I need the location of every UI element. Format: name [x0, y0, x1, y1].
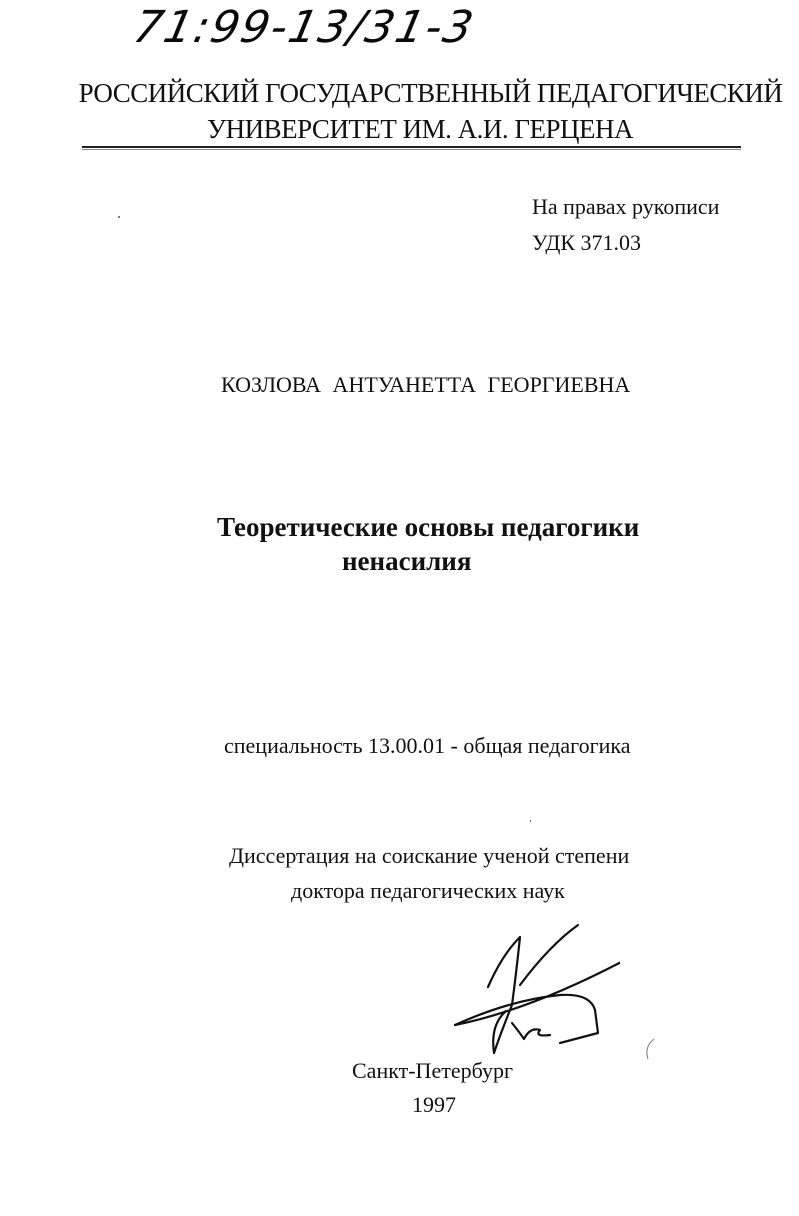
- header-divider-shadow: [82, 149, 741, 150]
- institution-line-2: УНИВЕРСИТЕТ ИМ. А.И. ГЕРЦЕНА: [206, 114, 634, 144]
- author-name: КОЗЛОВА АНТУАНЕТТА ГЕОРГИЕВНА: [221, 372, 631, 397]
- scan-speck: [530, 820, 531, 822]
- scan-speck: [118, 216, 120, 218]
- specialty: специальность 13.00.01 - общая педагогика: [224, 733, 631, 758]
- pencil-mark-icon: [640, 1035, 660, 1065]
- year: 1997: [412, 1092, 456, 1117]
- title-line-1: Теоретические основы педагогики: [217, 512, 640, 542]
- signature-icon: [450, 915, 620, 1055]
- handwritten-catalog-number: 71:99-13/31-3: [129, 2, 480, 53]
- title-line-2: ненасилия: [342, 546, 472, 576]
- institution-line-1: РОССИЙСКИЙ ГОСУДАРСТВЕННЫЙ ПЕДАГОГИЧЕСКИЙ: [78, 78, 783, 108]
- dissertation-line-1: Диссертация на соискание ученой степени: [229, 843, 630, 868]
- udk-code: УДК 371.03: [532, 230, 642, 255]
- dissertation-line-2: доктора педагогических наук: [291, 878, 565, 903]
- rights-note: На правах рукописи: [532, 194, 720, 219]
- city: Санкт-Петербург: [352, 1058, 513, 1083]
- header-divider: [82, 146, 741, 148]
